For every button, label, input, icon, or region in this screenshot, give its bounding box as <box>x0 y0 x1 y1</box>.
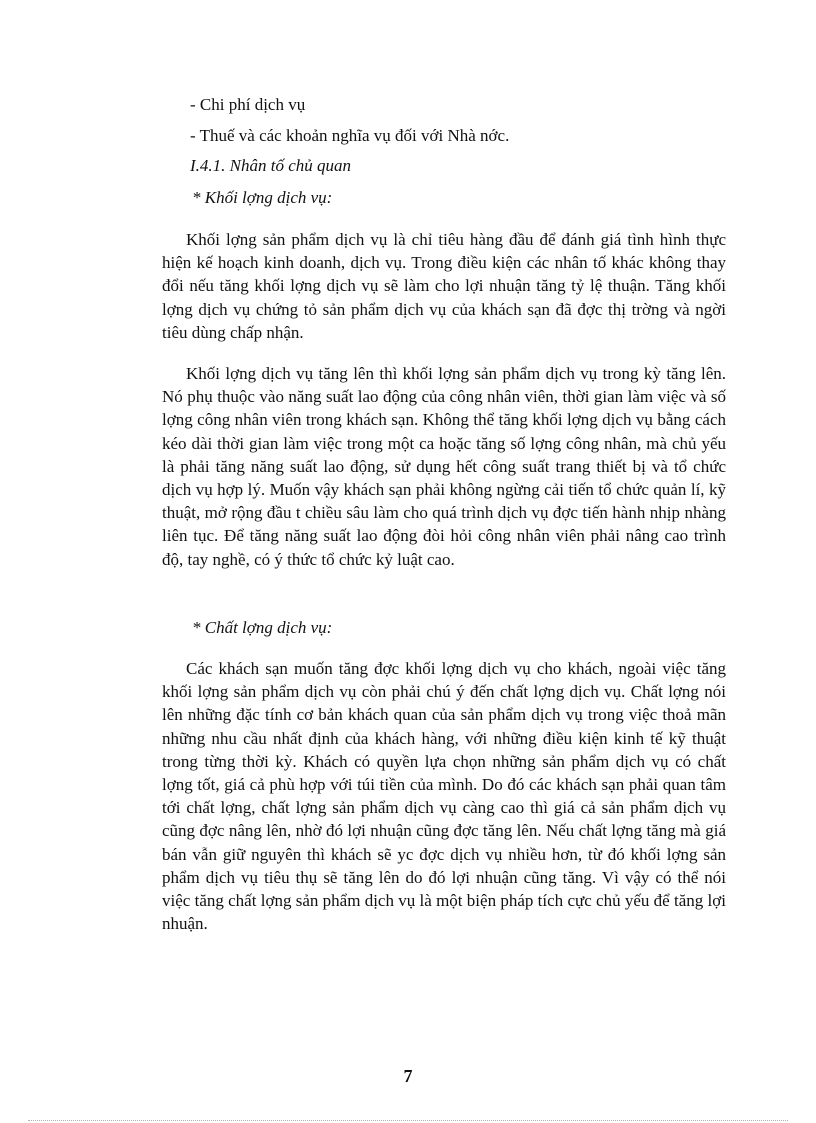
list-item-cost: - Chi phí dịch vụ <box>190 95 306 114</box>
paragraph-service-quality: Các khách sạn muốn tăng đợc khối lợng dịch vụ cho khách, ngoài việc tăng khối lợng sản phẩm dịch vụ còn phải chú ý đến chất lợng dịch vụ. Chất lợng nói lên những đặc tính cơ bản khách quan của sản phẩm dịch vụ trong việc thoả mãn những nhu cầu nhất định của khách hàng, với những điều kiện kinh tế kỹ thuật trong từng thời kỳ. Khách có quyền lựa chọn những sản phẩm dịch vụ có chất lợng tốt, giá cả phù hợp với túi tiền của mình. Do đó các khách sạn phải quan tâm tới chất lợng, chất lợng sản phẩm dịch vụ càng cao thì giá cả sản phẩm dịch vụ cũng đợc nâng lên, nhờ đó lợi nhuận cũng đợc tăng lên. Nếu chất lợng tăng mà giá bán vẫn giữ nguyên thì khách sẽ yc đợc dịch vụ nhiều hơn, từ đó khối lợng sản phẩm dịch vụ tiêu thụ sẽ tăng lên do đó lợi nhuận cũng tăng. Vì vậy có thể nói việc tăng chất lợng sản phẩm dịch vụ là một biện pháp tích cực chủ yếu để tăng lợi nhuận. <box>162 659 726 934</box>
paragraph-service-volume-intro: Khối lợng sản phẩm dịch vụ là chỉ tiêu hàng đầu để đánh giá tình hình thực hiện kế hoạch kinh doanh, dịch vụ. Trong điều kiện các nhân tố khác không thay đổi nếu tăng khối lợng dịch vụ sẽ làm cho lợi nhuận tăng tỷ lệ thuận. Tăng khối lợng dịch vụ chứng tỏ sản phẩm dịch vụ của khách sạn đã đợc thị trờng và ngời tiêu dùng chấp nhận. <box>162 230 726 342</box>
page-bottom-divider <box>28 1120 788 1121</box>
page-number: 7 <box>403 1066 413 1086</box>
list-item-tax: - Thuế và các khoản nghĩa vụ đối với Nhà nớc. <box>190 126 510 145</box>
subheading-service-quality: * Chất lợng dịch vụ: <box>192 618 333 637</box>
section-heading: I.4.1. Nhân tố chủ quan <box>190 156 352 175</box>
subheading-service-volume: * Khối lợng dịch vụ: <box>192 188 333 207</box>
paragraph-service-volume-detail: Khối lợng dịch vụ tăng lên thì khối lợng sản phẩm dịch vụ trong kỳ tăng lên. Nó phụ thuộc vào năng suất lao động của công nhân viên, thời gian làm việc và số lợng công nhân viên trong khách sạn. Không thể tăng khối lợng dịch vụ bằng cách kéo dài thời gian làm việc trong một ca hoặc tăng số lợng công nhân, mà chủ yếu là phải tăng năng suất lao động, sử dụng hết công suất trang thiết bị và tổ chức dịch vụ hợp lý. Muốn vậy khách sạn phải không ngừng cải tiến tổ chức quản lí, kỹ thuật, mở rộng đầu t chiều sâu làm cho quá trình dịch vụ đợc tiến hành nhịp nhàng liên tục. Để tăng năng suất lao động đòi hỏi công nhân viên phải nâng cao trình độ, tay nghề, có ý thức tổ chức kỷ luật cao. <box>162 364 726 569</box>
